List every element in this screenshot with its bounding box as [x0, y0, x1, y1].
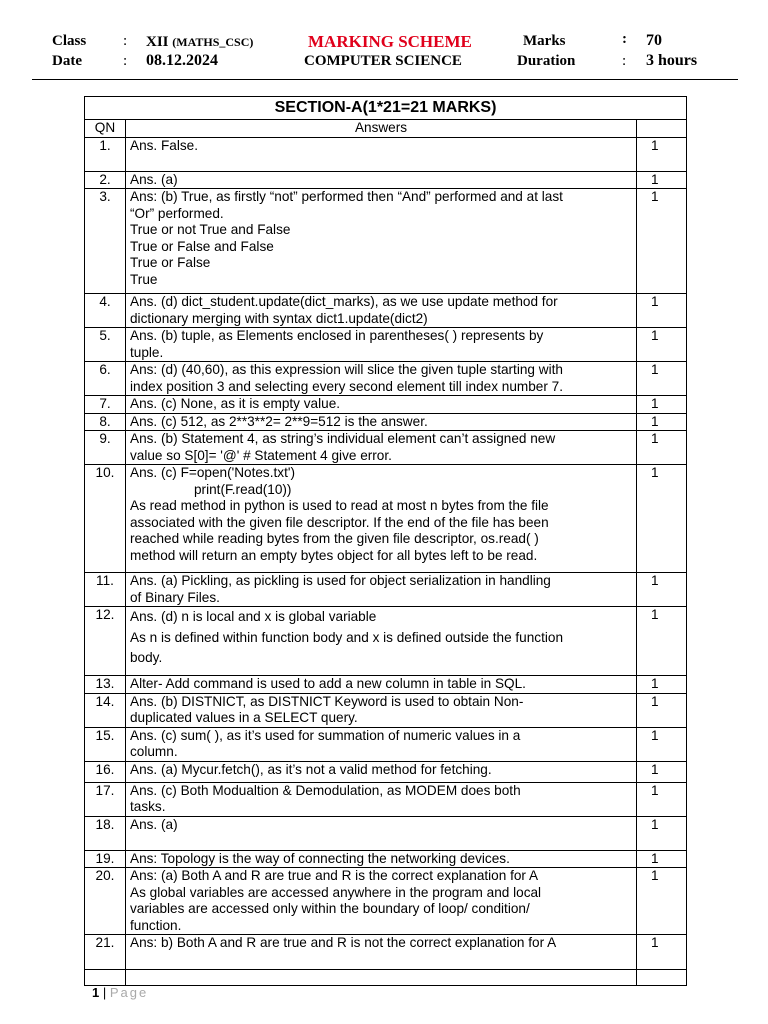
- table-row: [85, 328, 687, 362]
- table-row: [85, 782, 687, 816]
- answer-line: Ans. (c) None, as it is empty value.: [130, 396, 341, 411]
- question-number: 11.: [85, 573, 126, 607]
- section-title: SECTION-A(1*21=21 MARKS): [85, 97, 687, 120]
- page-footer: [92, 985, 148, 1000]
- question-number: 19.: [85, 850, 126, 868]
- marks-cell: 1: [637, 294, 687, 328]
- duration-label: Duration: [517, 53, 576, 69]
- answer-line: Alter- Add command is used to add a new column in table in SQL.: [130, 676, 526, 691]
- answer-line: dictionary merging with syntax dict1.update(dict2): [130, 310, 428, 326]
- table-row: [85, 137, 687, 171]
- table-row: [85, 573, 687, 607]
- marks-cell: 1: [637, 676, 687, 694]
- answer-cell: [126, 294, 637, 328]
- marks-cell: 1: [637, 413, 687, 431]
- question-number: 10.: [85, 465, 126, 573]
- page-number: 1: [92, 985, 100, 1000]
- marks-cell: 1: [637, 607, 687, 676]
- table-row: [85, 935, 687, 970]
- answer-cell: [126, 431, 637, 465]
- marks-cell: 1: [637, 171, 687, 189]
- table-row: [85, 171, 687, 189]
- question-number: 8.: [85, 413, 126, 431]
- answer-line: body.: [130, 650, 163, 665]
- table-row: [85, 607, 687, 676]
- question-number: 7.: [85, 396, 126, 414]
- answer-line: reached while reading bytes from the given file descriptor, os.read( ): [130, 531, 539, 546]
- duration-value: 3 hours: [646, 52, 698, 69]
- marks-colon: :: [622, 31, 627, 47]
- answer-line: Ans. (a) Pickling, as pickling is used for object serialization in handling: [130, 573, 551, 588]
- table-row: [85, 761, 687, 782]
- marks-cell: 1: [637, 137, 687, 171]
- question-number: 3.: [85, 189, 126, 294]
- document-title: MARKING SCHEME: [308, 32, 472, 51]
- question-number: 15.: [85, 727, 126, 761]
- answer-line: Ans. (b) DISTNICT, as DISTNICT Keyword is used to obtain Non-: [130, 693, 524, 709]
- answer-cell: [126, 171, 637, 189]
- empty-row: [85, 970, 687, 986]
- question-number: 12.: [85, 607, 126, 676]
- marks-cell: 1: [637, 693, 687, 727]
- table-row: [85, 189, 687, 294]
- page-label: Page: [109, 985, 149, 1000]
- answer-line: Ans. (b) tuple, as Elements enclosed in parentheses( ) represents by: [130, 328, 544, 343]
- answer-line: True or False and False: [130, 238, 274, 254]
- answer-line: Ans: (d) (40,60), as this expression will slice the given tuple starting with: [130, 362, 563, 377]
- question-number: 1.: [85, 137, 126, 171]
- answer-line: print(F.read(10)): [194, 481, 292, 497]
- question-number: 2.: [85, 171, 126, 189]
- marks-cell: 1: [637, 761, 687, 782]
- answer-cell: [126, 573, 637, 607]
- empty-cell: [126, 970, 637, 986]
- duration-colon: :: [622, 53, 627, 69]
- answer-cell: [126, 935, 637, 970]
- answer-line: As n is defined within function body and x is defined outside the function: [130, 629, 564, 645]
- answer-line: Ans. (a): [130, 171, 178, 187]
- marks-cell: 1: [637, 573, 687, 607]
- marks-cell: 1: [637, 396, 687, 414]
- date-colon: :: [123, 53, 128, 69]
- table-row: [85, 362, 687, 396]
- answer-cell: [126, 727, 637, 761]
- answer-line: As read method in python is used to read at most n bytes from the file: [130, 498, 549, 513]
- marks-cell: 1: [637, 328, 687, 362]
- question-number: 5.: [85, 328, 126, 362]
- answer-line: method will return an empty bytes object for all bytes left to be read.: [130, 547, 538, 563]
- marks-cell: 1: [637, 868, 687, 935]
- answer-line: True or False: [130, 255, 211, 270]
- answer-cell: [126, 189, 637, 294]
- marks-cell: 1: [637, 782, 687, 816]
- answer-cell: [126, 850, 637, 868]
- page-separator: |: [102, 985, 107, 1000]
- answer-line: As global variables are accessed anywhere in the program and local: [130, 884, 542, 900]
- question-number: 18.: [85, 816, 126, 850]
- answer-line: Ans: (a) Both A and R are true and R is the correct explanation for A: [130, 868, 539, 883]
- empty-cell: [637, 970, 687, 986]
- question-number: 14.: [85, 693, 126, 727]
- answer-line: Ans. (a) Mycur.fetch(), as it’s not a valid method for fetching.: [130, 761, 492, 777]
- answer-cell: [126, 465, 637, 573]
- answer-cell: [126, 607, 637, 676]
- table-row: [85, 413, 687, 431]
- marks-cell: 1: [637, 727, 687, 761]
- answer-line: True: [130, 271, 158, 287]
- answer-line: Ans. (d) dict_student.update(dict_marks), as we use update method for: [130, 294, 558, 309]
- answer-line: index position 3 and selecting every second element till index number 7.: [130, 378, 563, 394]
- answer-line: function.: [130, 917, 182, 933]
- answer-line: Ans: Topology is the way of connecting the networking devices.: [130, 850, 510, 866]
- answer-cell: [126, 137, 637, 171]
- answer-line: tuple.: [130, 344, 164, 360]
- date-label: Date: [52, 53, 82, 69]
- answer-cell: [126, 413, 637, 431]
- table-row: [85, 431, 687, 465]
- table-row: [85, 693, 687, 727]
- marks-cell: 1: [637, 935, 687, 970]
- table-row: [85, 727, 687, 761]
- marks-cell: 1: [637, 465, 687, 573]
- answer-line: True or not True and False: [130, 222, 291, 237]
- answer-cell: [126, 782, 637, 816]
- answer-cell: [126, 362, 637, 396]
- answer-line: Ans: (b) True, as firstly “not” performed then “And” performed and at last: [130, 189, 563, 204]
- answer-line: Ans. False.: [130, 137, 198, 153]
- answer-cell: [126, 396, 637, 414]
- answer-cell: [126, 328, 637, 362]
- answer-line: Ans. (c) Both Modualtion & Demodulation, as MODEM does both: [130, 782, 521, 798]
- class-colon: :: [123, 33, 128, 49]
- answer-line: of Binary Files.: [130, 589, 220, 605]
- answer-line: Ans. (c) F=open('Notes.txt'): [130, 465, 295, 480]
- marks-cell: 1: [637, 189, 687, 294]
- question-number: 21.: [85, 935, 126, 970]
- answer-line: Ans. (d) n is local and x is global variable: [130, 609, 377, 624]
- table-row: [85, 676, 687, 694]
- question-number: 20.: [85, 868, 126, 935]
- answer-cell: [126, 816, 637, 850]
- answer-cell: [126, 868, 637, 935]
- marks-cell: 1: [637, 431, 687, 465]
- marks-value: 70: [646, 32, 662, 49]
- marks-label: Marks: [523, 33, 566, 49]
- table-row: [85, 465, 687, 573]
- answer-cell: [126, 693, 637, 727]
- class-label: Class: [52, 33, 87, 49]
- subject-name: COMPUTER SCIENCE: [304, 53, 462, 69]
- marking-scheme-table: [84, 96, 687, 986]
- answer-line: duplicated values in a SELECT query.: [130, 710, 358, 725]
- marks-cell: 1: [637, 816, 687, 850]
- answer-line: Ans. (c) 512, as 2**3**2= 2**9=512 is the answer.: [130, 413, 428, 429]
- marks-cell: 1: [637, 362, 687, 396]
- date-value: 08.12.2024: [146, 52, 218, 69]
- answer-line: Ans: b) Both A and R are true and R is not the correct explanation for A: [130, 935, 557, 950]
- answer-cell: [126, 676, 637, 694]
- question-number: 17.: [85, 782, 126, 816]
- table-row: [85, 294, 687, 328]
- answer-line: associated with the given file descriptor. If the end of the file has been: [130, 514, 549, 530]
- header-divider: [32, 79, 738, 80]
- answer-line: variables are accessed only within the boundary of loop/ condition/: [130, 901, 530, 916]
- empty-cell: [85, 970, 126, 986]
- question-number: 6.: [85, 362, 126, 396]
- marks-cell: 1: [637, 850, 687, 868]
- table-row: [85, 816, 687, 850]
- answer-cell: [126, 761, 637, 782]
- answer-line: column.: [130, 744, 178, 759]
- answer-line: “Or” performed.: [130, 205, 224, 221]
- class-value: XII (MATHS_CSC): [146, 34, 254, 50]
- answer-line: Ans. (a): [130, 816, 178, 832]
- column-header-marks: [637, 120, 687, 138]
- table-row: [85, 396, 687, 414]
- question-number: 13.: [85, 676, 126, 694]
- column-header-answers: Answers: [126, 120, 637, 138]
- question-number: 9.: [85, 431, 126, 465]
- question-number: 4.: [85, 294, 126, 328]
- answer-line: tasks.: [130, 799, 166, 814]
- table-row: [85, 850, 687, 868]
- answer-line: value so S[0]= '@' # Statement 4 give error.: [130, 447, 392, 463]
- question-number: 16.: [85, 761, 126, 782]
- answer-line: Ans. (c) sum( ), as it’s used for summation of numeric values in a: [130, 727, 521, 743]
- answer-line: Ans. (b) Statement 4, as string’s individual element can’t assigned new: [130, 431, 556, 446]
- column-header-qn: QN: [85, 120, 126, 138]
- table-row: [85, 868, 687, 935]
